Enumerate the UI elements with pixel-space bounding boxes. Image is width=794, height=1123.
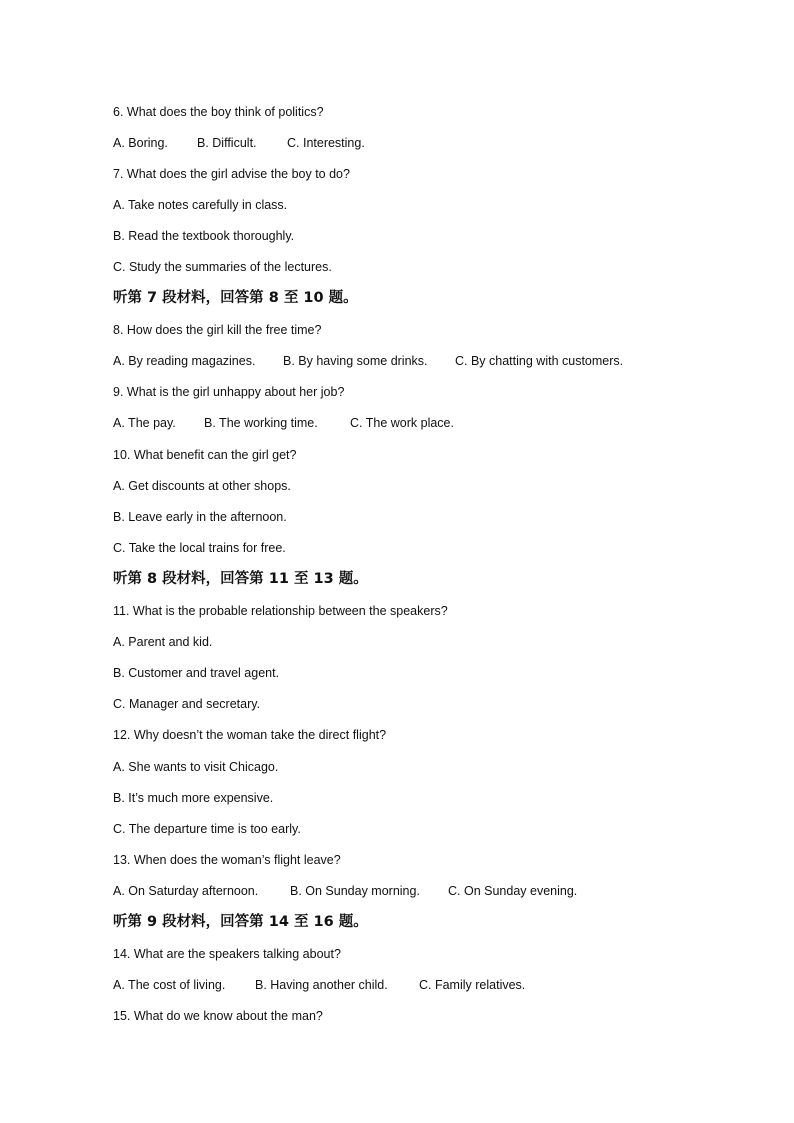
option-c: C. Interesting.: [287, 136, 365, 150]
section-heading-8: 听第 8 段材料，回答第 11 至 13 题。: [113, 571, 368, 587]
option-a: A. On Saturday afternoon.: [113, 884, 259, 898]
question-9-options: [113, 415, 454, 431]
option-b: B. It’s much more expensive.: [113, 791, 274, 805]
question-7: 7. What does the girl advise the boy to do?: [113, 167, 350, 181]
option-a: A. By reading magazines.: [113, 354, 256, 368]
option-a: A. Boring.: [113, 136, 168, 150]
option-c: C. On Sunday evening.: [448, 884, 578, 898]
option-a: A. Get discounts at other shops.: [113, 479, 291, 493]
option-b: B. Customer and travel agent.: [113, 666, 280, 680]
question-13: 13. When does the woman’s flight leave?: [113, 853, 341, 867]
question-14: 14. What are the speakers talking about?: [113, 947, 341, 961]
option-b: B. Having another child.: [255, 978, 388, 992]
question-6: 6. What does the boy think of politics?: [113, 105, 324, 119]
section-heading-9: 听第 9 段材料，回答第 14 至 16 题。: [113, 914, 368, 930]
question-8-options: [113, 353, 623, 369]
option-c: C. The departure time is too early.: [113, 822, 301, 836]
question-14-options: [113, 977, 525, 993]
option-c: C. Take the local trains for free.: [113, 541, 286, 555]
option-c: C. Family relatives.: [419, 978, 526, 992]
question-10: 10. What benefit can the girl get?: [113, 448, 297, 462]
option-b: B. Difficult.: [197, 136, 257, 150]
option-a: A. The cost of living.: [113, 978, 226, 992]
option-c: C. Study the summaries of the lectures.: [113, 260, 332, 274]
option-b: B. On Sunday morning.: [290, 884, 420, 898]
option-b: B. By having some drinks.: [283, 354, 428, 368]
option-c: C. By chatting with customers.: [455, 354, 624, 368]
question-11: 11. What is the probable relationship between the speakers?: [113, 604, 448, 618]
question-12: 12. Why doesn’t the woman take the direct flight?: [113, 728, 387, 742]
option-c: C. The work place.: [350, 416, 454, 430]
option-a: A. Parent and kid.: [113, 635, 213, 649]
option-a: A. The pay.: [113, 416, 176, 430]
question-8: 8. How does the girl kill the free time?: [113, 323, 322, 337]
option-b: B. The working time.: [204, 416, 318, 430]
section-heading-7: 听第 7 段材料，回答第 8 至 10 题。: [113, 290, 358, 306]
question-13-options: [113, 883, 577, 899]
question-9: 9. What is the girl unhappy about her job?: [113, 385, 345, 399]
question-6-options: [113, 135, 365, 151]
option-a: A. She wants to visit Chicago.: [113, 760, 279, 774]
option-c: C. Manager and secretary.: [113, 697, 261, 711]
question-15: 15. What do we know about the man?: [113, 1009, 323, 1023]
option-a: A. Take notes carefully in class.: [113, 198, 288, 212]
option-b: B. Leave early in the afternoon.: [113, 510, 287, 524]
option-b: B. Read the textbook thoroughly.: [113, 229, 295, 243]
